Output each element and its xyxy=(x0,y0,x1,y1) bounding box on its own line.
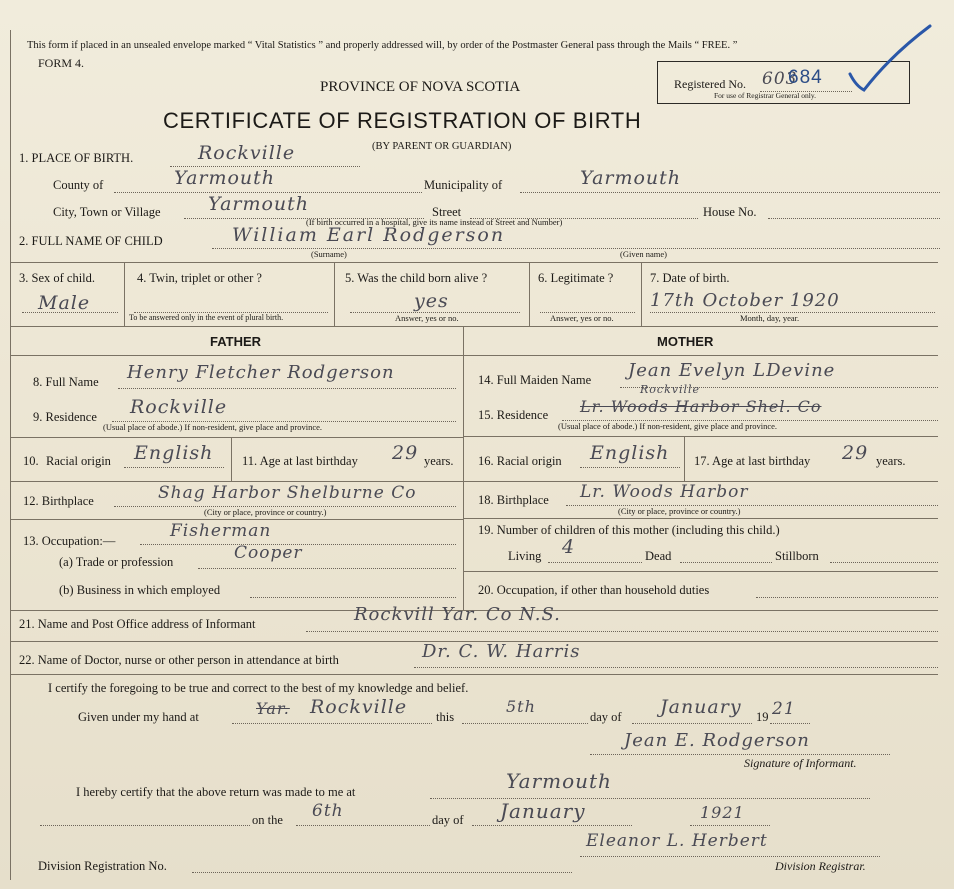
mother-occupation-label: 20. Occupation, if other than household duties xyxy=(478,583,710,597)
given-year-prefix: 19 xyxy=(756,710,769,724)
trade-label: (a) Trade or profession xyxy=(59,555,174,569)
father-birthplace-note: (City or place, province or country.) xyxy=(204,507,327,517)
father-residence-note: (Usual place of abode.) If non-resident, give place and province. xyxy=(103,422,323,432)
registrar-only-note: For use of Registrar General only. xyxy=(714,91,816,100)
father-residence-label: 9. Residence xyxy=(33,410,97,424)
place-of-birth-label: 1. PLACE OF BIRTH. xyxy=(19,151,134,165)
registrar-signature: Eleanor L. Herbert xyxy=(586,831,768,851)
mother-racial-value: English xyxy=(590,442,670,464)
father-birthplace-value: Shag Harbor Shelburne Co xyxy=(158,483,417,503)
alive-note: Answer, yes or no. xyxy=(395,313,459,323)
trade-value: Cooper xyxy=(234,543,303,563)
doctor-value: Dr. C. W. Harris xyxy=(422,641,581,662)
certify-statement: I certify the foregoing to be true and correct to the best of my knowledge and belief. xyxy=(48,681,469,695)
informant-value: Rockvill Yar. Co N.S. xyxy=(354,604,561,625)
legitimate-label: 6. Legitimate ? xyxy=(538,271,614,285)
check-mark-icon xyxy=(846,20,936,96)
father-residence-value: Rockville xyxy=(130,396,228,418)
city-value: Yarmouth xyxy=(208,193,310,215)
given-day-of-label: day of xyxy=(590,710,622,724)
division-registration-label: Division Registration No. xyxy=(38,859,167,873)
division-registrar-caption: Division Registrar. xyxy=(775,859,866,873)
sex-label: 3. Sex of child. xyxy=(19,271,96,285)
date-of-birth-note: Month, day, year. xyxy=(740,313,800,323)
province-heading: PROVINCE OF NOVA SCOTIA xyxy=(320,79,521,95)
sex-value: Male xyxy=(38,292,91,314)
surname-note: (Surname) xyxy=(311,249,347,259)
alive-label: 5. Was the child born alive ? xyxy=(345,271,488,285)
mother-name-value: Jean Evelyn LDevine xyxy=(628,360,836,381)
father-header: FATHER xyxy=(210,334,262,349)
given-day-value: 5th xyxy=(506,697,536,716)
municipality-value: Yarmouth xyxy=(580,167,682,189)
house-no-label: House No. xyxy=(703,205,757,219)
registrar-month-value: January xyxy=(500,799,586,823)
children-count-label: 19. Number of children of this mother (including this child.) xyxy=(478,523,780,537)
father-age-label: 11. Age at last birthday xyxy=(242,454,358,468)
mother-residence-label: 15. Residence xyxy=(478,408,549,422)
hospital-note: (If birth occurred in a hospital, give its name instead of Street and Number) xyxy=(306,217,563,227)
father-age-value: 29 xyxy=(392,442,419,464)
mother-residence-value: Lr. Woods Harbor Shel. Co xyxy=(580,397,822,416)
dead-label: Dead xyxy=(645,549,672,563)
left-border xyxy=(10,30,11,880)
twin-label: 4. Twin, triplet or other ? xyxy=(137,271,262,285)
doctor-label: 22. Name of Doctor, nurse or other person in attendance at birth xyxy=(19,653,339,667)
registrar-place-value: Yarmouth xyxy=(506,769,612,793)
date-of-birth-value: 17th October 1920 xyxy=(650,290,840,311)
legitimate-note: Answer, yes or no. xyxy=(550,313,614,323)
given-this-label: this xyxy=(436,710,455,724)
county-label: County of xyxy=(53,178,104,192)
county-value: Yarmouth xyxy=(174,167,276,189)
postal-notice: This form if placed in an unsealed envelope marked “ Vital Statistics ” and properly addressed will, by order of the Postmaster General pass through the Mails “ FREE. ” xyxy=(27,40,738,51)
registered-stamp-number: 684 xyxy=(788,67,823,88)
form-number: FORM 4. xyxy=(38,56,85,70)
mother-age-label: 17. Age at last birthday xyxy=(694,454,811,468)
date-of-birth-label: 7. Date of birth. xyxy=(650,271,730,285)
child-name-label: 2. FULL NAME OF CHILD xyxy=(19,234,163,248)
father-racial-label: Racial origin xyxy=(46,454,111,468)
living-value: 4 xyxy=(562,536,576,558)
stillborn-label: Stillborn xyxy=(775,549,819,563)
mother-residence-overwrite: Rockville xyxy=(640,383,701,396)
given-place-struck: Yar. xyxy=(256,699,290,718)
alive-value: yes xyxy=(414,290,449,312)
municipality-label: Municipality of xyxy=(424,178,503,192)
given-place-value: Rockville xyxy=(310,696,408,718)
mother-residence-note: (Usual place of abode.) If non-resident, give place and province. xyxy=(558,421,778,431)
father-racial-value: English xyxy=(134,442,214,464)
registered-hw-number: 603 xyxy=(762,69,798,89)
child-name-value: William Earl Rodgerson xyxy=(232,224,506,246)
registrar-statement: I hereby certify that the above return was made to me at xyxy=(76,785,356,799)
father-occupation-value: Fisherman xyxy=(170,521,272,541)
father-birthplace-label: 12. Birthplace xyxy=(23,494,94,508)
mother-birthplace-label: 18. Birthplace xyxy=(478,493,549,507)
registrar-day-value: 6th xyxy=(312,801,344,821)
certificate-subtitle: (BY PARENT OR GUARDIAN) xyxy=(372,141,512,152)
city-label: City, Town or Village xyxy=(53,205,161,219)
father-name-value: Henry Fletcher Rodgerson xyxy=(127,362,395,383)
mother-birthplace-value: Lr. Woods Harbor xyxy=(580,482,749,502)
father-years: years. xyxy=(424,454,454,468)
place-of-birth-value: Rockville xyxy=(198,142,296,164)
mother-racial-label: 16. Racial origin xyxy=(478,454,562,468)
informant-label: 21. Name and Post Office address of Informant xyxy=(19,617,256,631)
registrar-day-of-label: day of xyxy=(432,813,464,827)
given-month-value: January xyxy=(660,696,742,718)
registrar-year-value: 1921 xyxy=(700,803,745,822)
registered-label: Registered No. xyxy=(674,77,746,91)
mother-age-value: 29 xyxy=(842,442,869,464)
father-racial-num: 10. xyxy=(23,454,39,468)
living-label: Living xyxy=(508,549,542,563)
given-year-value: 21 xyxy=(772,699,796,719)
certificate-title: CERTIFICATE OF REGISTRATION OF BIRTH xyxy=(163,108,642,133)
given-name-note: (Given name) xyxy=(620,249,667,259)
street-label: Street xyxy=(432,205,462,219)
mother-years: years. xyxy=(876,454,906,468)
twin-note: To be answered only in the event of plural birth. xyxy=(129,313,284,322)
mother-header: MOTHER xyxy=(657,334,714,349)
father-occupation-label: 13. Occupation:— xyxy=(23,534,116,548)
mother-name-label: 14. Full Maiden Name xyxy=(478,373,592,387)
mother-birthplace-note: (City or place, province or country.) xyxy=(618,506,741,516)
business-label: (b) Business in which employed xyxy=(59,583,221,597)
given-under-label: Given under my hand at xyxy=(78,710,199,724)
informant-signature-caption: Signature of Informant. xyxy=(744,756,857,770)
registrar-on-the-label: on the xyxy=(252,813,283,827)
informant-signature: Jean E. Rodgerson xyxy=(624,730,810,751)
father-name-label: 8. Full Name xyxy=(33,375,99,389)
